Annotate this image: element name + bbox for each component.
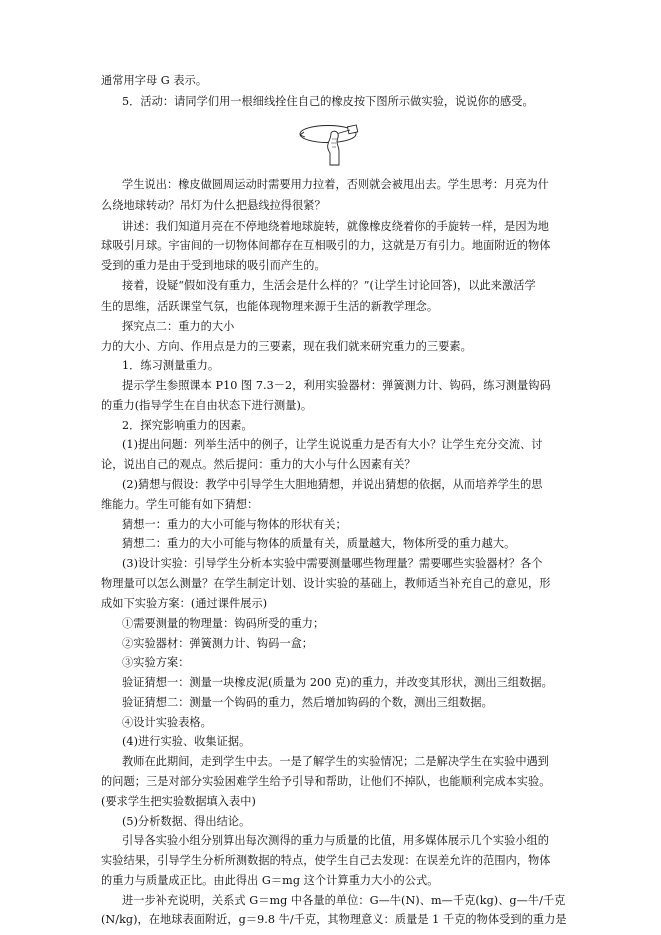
text-line: 通常用字母 G 表示。 [101,74,208,87]
text-line: 教师在此期间，走到学生中去。一是了解学生的实验情况；二是解决学生在实验中遇到 [122,755,550,768]
text-line: 1．练习测量重力。 [122,359,220,372]
text-line: 论，说出自己的观点。然后提问：重力的大小与什么因素有关？ [101,458,416,471]
text-line: (2)猜想与假设：教学中引导学生大胆地猜想，并说出猜想的依据，从而培养学生的思 [122,478,543,491]
text-line: ③实验方案： [122,656,190,669]
text-line: 么绕地球转动？吊灯为什么把悬线拉得很紧？ [101,199,326,212]
text-line: 的重力(指导学生在自由状态下进行测量)。 [101,399,313,412]
text-line: 5．活动：请同学们用一根细线拴住自己的橡皮按下图所示做实验，说说你的感受。 [122,95,534,108]
text-line: 讲述：我们知道月亮在不停地绕着地球旋转，就像橡皮绕着你的手旋转一样，是因为地 [122,220,550,233]
text-line: 探究点二：重力的大小 [122,320,235,333]
text-line: (3)设计实验：引导学生分析本实验中需要测量哪些物理量？需要哪些实验器材？各个 [122,557,543,570]
text-line: 维能力。学生可能有如下猜想： [101,498,259,511]
text-line: (1)提出问题：列举生活中的例子，让学生说说重力是否有大小？让学生充分交流、讨 [122,438,543,451]
text-line: (5)分析数据、得出结论。 [122,815,251,828]
text-line: (要求学生把实验数据填入表中) [101,795,256,808]
text-line: (N/kg)，在地球表面附近，g＝9.8 牛/千克，其物理意义：质量是 1 千克的物体受到的重力是 [101,913,567,926]
text-line: 接着，设疑“假如没有重力，生活会是什么样的？”(让学生讨论回答)，以此来激活学 [122,279,536,292]
text-line: 物理量可以怎么测量？在学生制定计划、设计实验的基础上，教师适当补充自己的意见，形 [101,577,551,590]
text-line: 的重力与质量成正比。由此得出 G＝mg 这个计算重力大小的公式。 [101,874,439,887]
text-line: 受到的重力是由于受到地球的吸引而产生的。 [101,259,326,272]
text-line: 进一步补充说明，关系式 G＝mg 中各量的单位：G—牛(N)、m—千克(kg)、g—牛/千克 [122,894,566,907]
text-line: 2．探究影响重力的因素。 [122,419,253,432]
text-line: 猜想一：重力的大小可能与物体的形状有关； [122,518,347,531]
text-line: 学生说出：橡皮做圆周运动时需要用力拉着，否则就会被甩出去。学生思考：月亮为什 [122,178,550,191]
text-line: 力的大小、方向、作用点是力的三要素，现在我们就来研究重力的三要素。 [101,340,472,353]
text-line: 的问题；三是对部分实验困难学生给予引导和帮助，让他们不掉队，也能顺利完成本实验。 [101,775,551,788]
eraser-string-illustration [298,112,362,170]
text-line: ④设计实验表格。 [122,716,212,729]
text-line: 验证猜想二：测量一个钩码的重力，然后增加钩码的个数，测出三组数据。 [122,696,493,709]
text-line: 球吸引月球。宇宙间的一切物体间都存在互相吸引的力，这就是万有引力。地面附近的物体 [101,239,551,252]
text-line: 验证猜想一：测量一块橡皮泥(质量为 200 克)的重力，并改变其形状，测出三组数据。 [122,676,553,689]
text-line: 生的思维，活跃课堂气氛，也能体现物理来源于生活的新教学理念。 [101,300,439,313]
text-line: 猜想二：重力的大小可能与物体的质量有关，质量越大，物体所受的重力越大。 [122,537,516,550]
text-line: ①需要测量的物理量：钩码所受的重力； [122,617,325,630]
text-line: 引导各实验小组分别算出每次测得的重力与质量的比值，用多媒体展示几个实验小组的 [122,834,550,847]
text-line: 实验结果，引导学生分析所测数据的特点，使学生自己去发现：在误差允许的范围内，物体 [101,854,551,867]
text-line: 提示学生参照课本 P10 图 7.3－2，利用实验器材：弹簧测力计、钩码，练习测量钩码 [122,379,551,392]
text-line: 成如下实验方案：(通过课件展示) [101,597,268,610]
text-line: ②实验器材：弹簧测力计、钩码一盒； [122,637,314,650]
text-line: (4)进行实验、收集证据。 [122,735,251,748]
